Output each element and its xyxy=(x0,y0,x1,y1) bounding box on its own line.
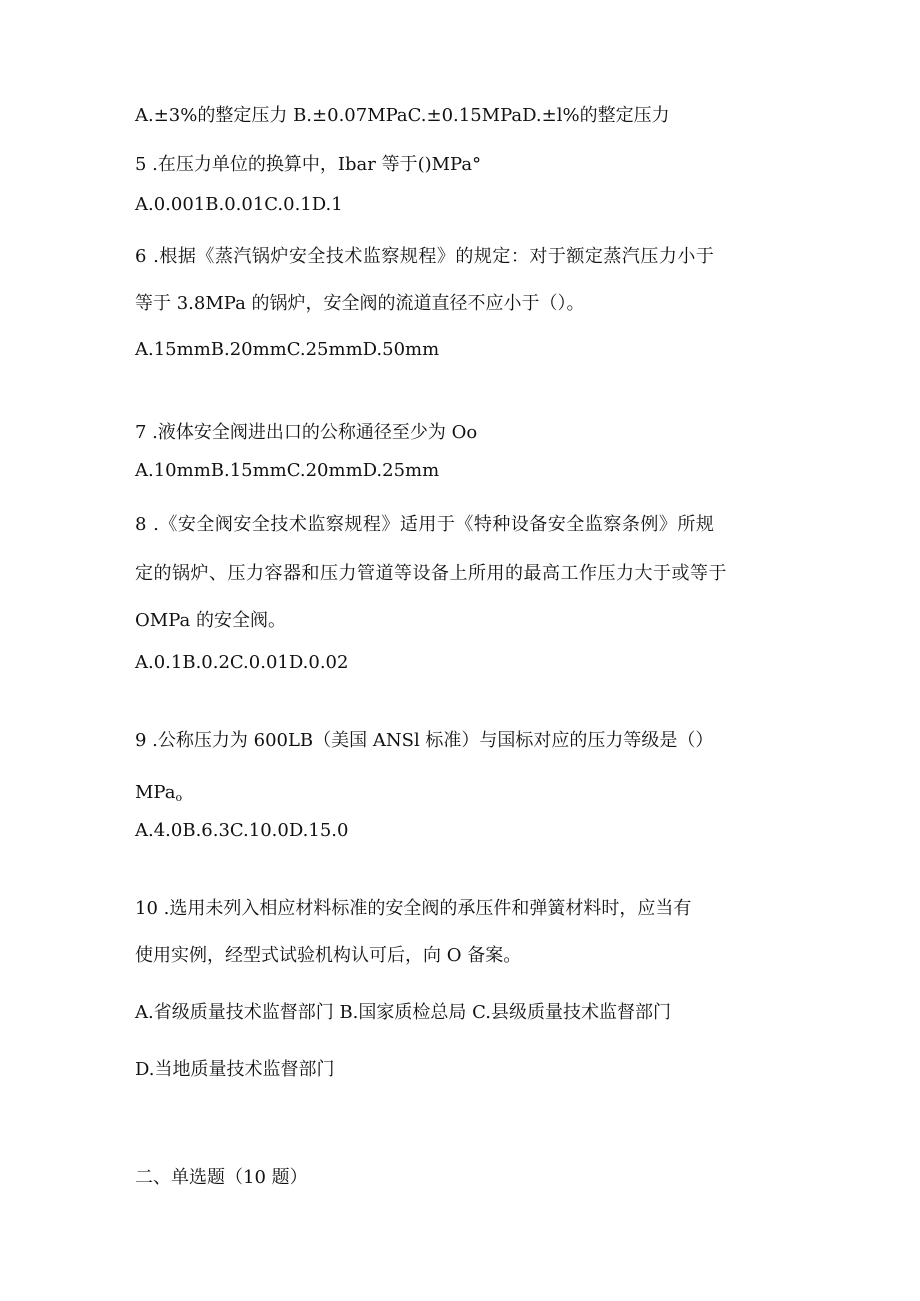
q8-question-line1: 8 .《安全阀安全技术监察规程》适用于《特种设备安全监察条例》所规 xyxy=(135,514,715,535)
q7-options: A.10mmB.15mmC.20mmD.25mm xyxy=(135,460,440,481)
q7-question: 7 .液体安全阀进出口的公称通径至少为 Oo xyxy=(135,422,478,443)
q10-options-line1: A.省级质量技术监督部门 B.国家质检总局 C.县级质量技术监督部门 xyxy=(135,1002,671,1023)
q8-question-line3: OMPa 的安全阀。 xyxy=(135,610,286,631)
q5-question: 5 .在压力单位的换算中，Ibar 等于()MPa° xyxy=(135,154,482,175)
q9-unit-subscript: o xyxy=(175,791,183,804)
q6-question-line1: 6 .根据《蒸汽锅炉安全技术监察规程》的规定：对于额定蒸汽压力小于 xyxy=(135,246,715,267)
q10-options-line2: D.当地质量技术监督部门 xyxy=(135,1059,335,1080)
q9-question-line1: 9 .公称压力为 600LB（美国 ANSl 标准）与国标对应的压力等级是（） xyxy=(135,730,714,751)
q6-options: A.15mmB.20mmC.25mmD.50mm xyxy=(135,339,440,360)
q9-unit: MPa xyxy=(135,782,176,803)
q9-question-line2 xyxy=(135,781,182,810)
q10-question-line2: 使用实例，经型式试验机构认可后，向 O 备案。 xyxy=(135,945,522,966)
q8-options: A.0.1B.0.2C.0.01D.0.02 xyxy=(135,652,349,673)
q8-question-line2: 定的锅炉、压力容器和压力管道等设备上所用的最高工作压力大于或等于 xyxy=(135,563,727,584)
q4-options: A.±3%的整定压力 B.±0.07MPaC.±0.15MPaD.±l%的整定压力 xyxy=(135,105,670,126)
q6-question-line2: 等于 3.8MPa 的锅炉，安全阀的流道直径不应小于（）。 xyxy=(135,293,585,314)
q10-question-line1: 10 .选用未列入相应材料标准的安全阀的承压件和弹簧材料时，应当有 xyxy=(135,898,692,919)
section-heading: 二、单选题（10 题） xyxy=(135,1167,308,1188)
q9-options: A.4.0B.6.3C.10.0D.15.0 xyxy=(135,820,349,841)
q5-options: A.0.001B.0.01C.0.1D.1 xyxy=(135,194,343,215)
